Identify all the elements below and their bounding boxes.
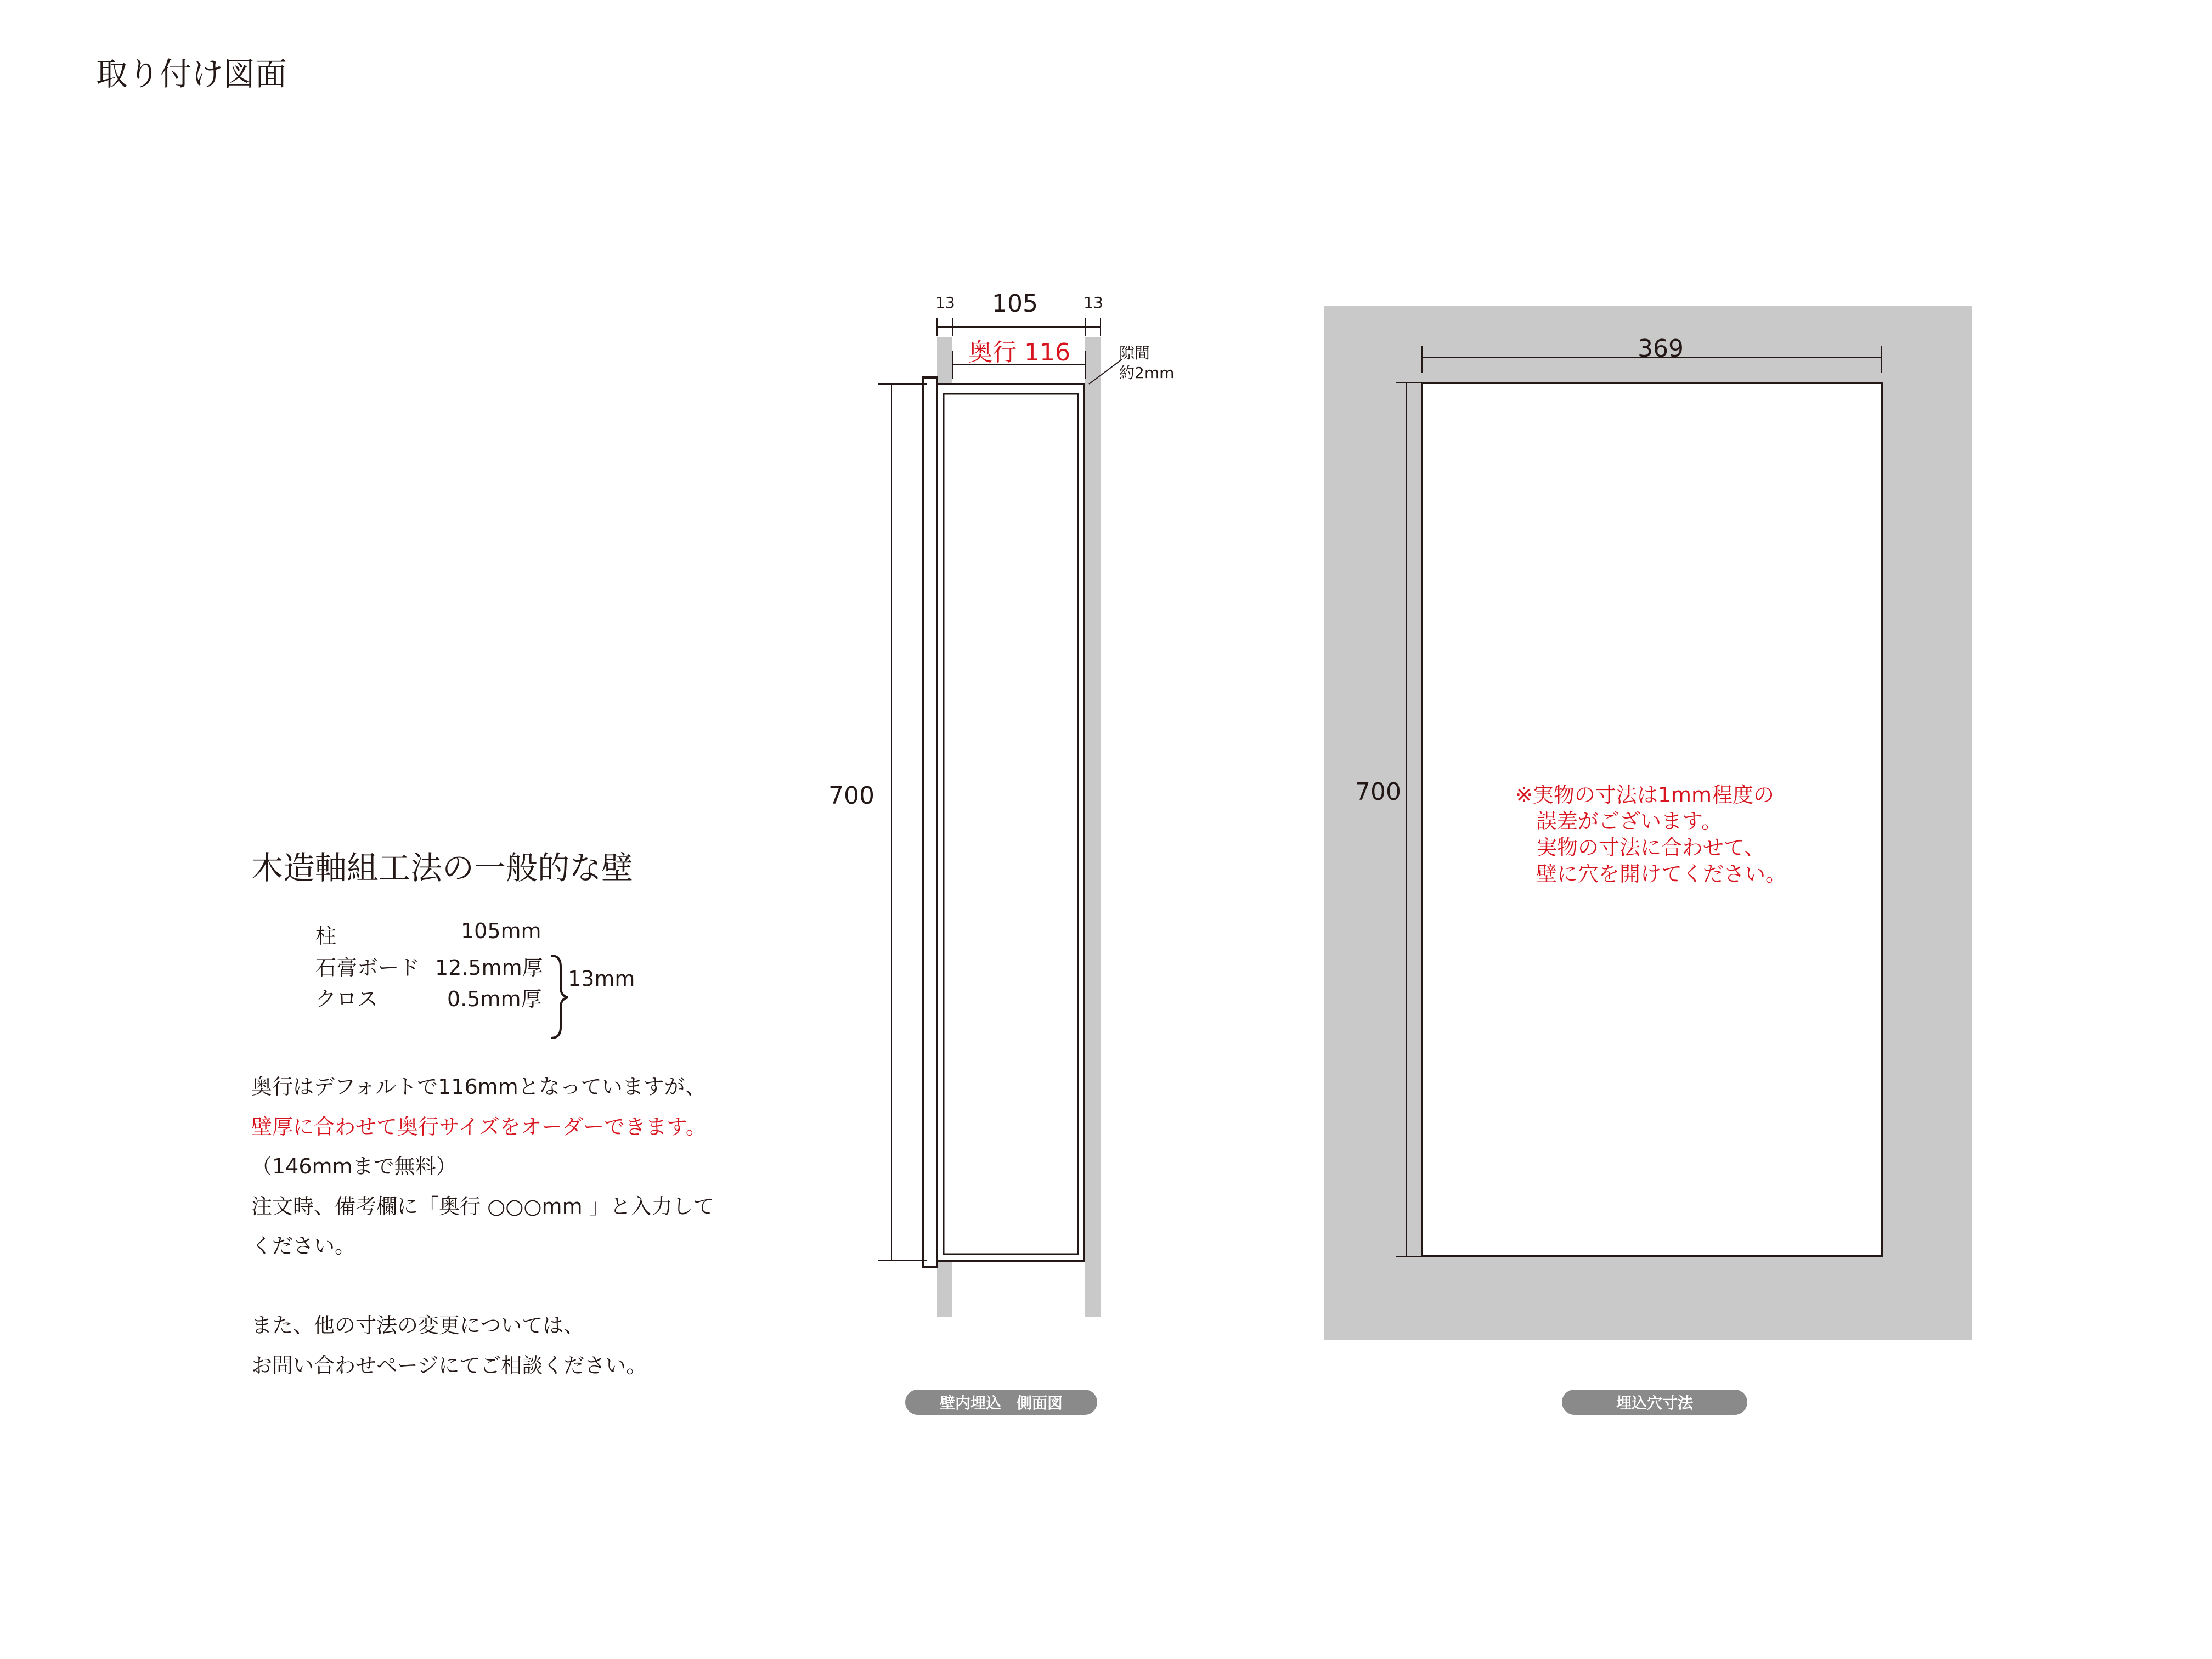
spec-name-cloth: クロス: [315, 987, 379, 1011]
dim-right-label: 13: [1084, 294, 1103, 312]
note-line-2: 壁厚に合わせて奥行サイズをオーダーできます。: [251, 1115, 707, 1139]
hole-width-label: 369: [1638, 335, 1684, 363]
brace-total: 13mm: [568, 967, 635, 991]
spec-value-pillar: 105mm: [461, 919, 541, 943]
spec-name-pillar: 柱: [315, 924, 337, 948]
hole-note-4: 壁に穴を開けてください。: [1536, 862, 1787, 886]
depth-label: 奥行 116: [968, 338, 1070, 366]
note-line-3: （146mmまで無料）: [251, 1154, 457, 1178]
side-height-label: 700: [828, 782, 874, 810]
gap-label-2: 約2mm: [1119, 364, 1175, 382]
brace-icon: [551, 956, 568, 1038]
hole-view-caption: 埋込穴寸法: [1562, 1390, 1747, 1415]
side-view-caption: 壁内埋込 側面図: [905, 1390, 1097, 1415]
dim-left-label: 13: [935, 294, 955, 312]
spec-name-gypsum: 石膏ボード: [315, 956, 420, 980]
spec-value-gypsum: 12.5mm厚: [435, 956, 543, 980]
note-line-6: また、他の寸法の変更については、: [251, 1313, 585, 1338]
cabinet-inner: [944, 394, 1078, 1254]
gap-label-1: 隙間: [1119, 344, 1150, 362]
cabinet-front-panel: [923, 377, 937, 1267]
note-line-1: 奥行はデフォルトで116mmとなっていますが、: [251, 1075, 706, 1099]
wall-heading: 木造軸組工法の一般的な壁: [251, 849, 634, 887]
spec-value-cloth: 0.5mm厚: [447, 987, 542, 1011]
note-line-4: 注文時、備考欄に「奥行 ○○○mm 」と入力して: [251, 1194, 714, 1218]
hole-note-2: 誤差がございます。: [1536, 809, 1722, 833]
hole-note-3: 実物の寸法に合わせて、: [1536, 836, 1765, 860]
page-title: 取り付け図面: [96, 55, 287, 93]
dim-center-label: 105: [992, 290, 1038, 318]
note-line-7: お問い合わせページにてご相談ください。: [251, 1353, 647, 1378]
hole-height-label: 700: [1355, 778, 1401, 806]
wall-board-right: [1085, 337, 1101, 1317]
note-line-5: ください。: [251, 1234, 356, 1258]
hole-note-1: ※実物の寸法は1mm程度の: [1515, 783, 1775, 807]
